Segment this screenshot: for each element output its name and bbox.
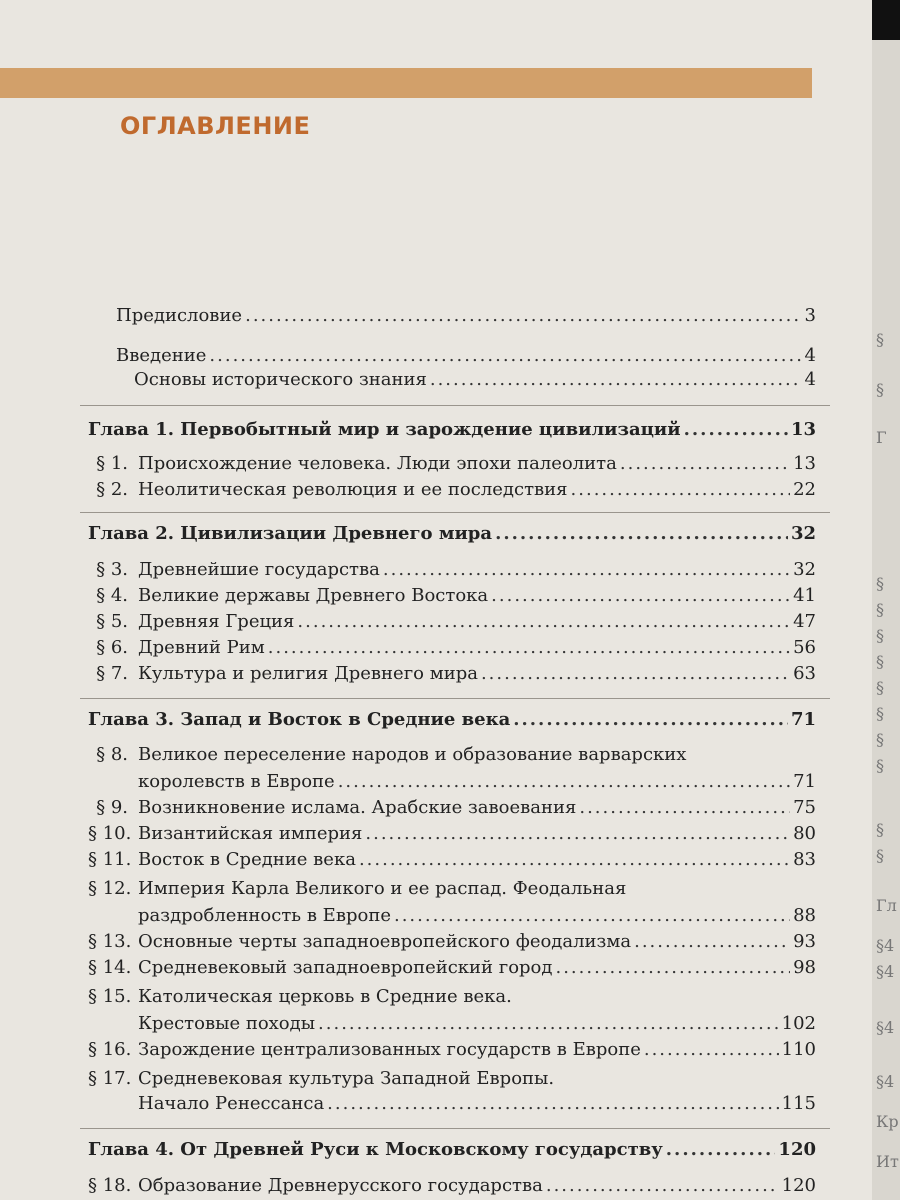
toc-section-16 [88,1038,816,1062]
leader-dots [620,452,790,476]
leader-dots [579,796,790,820]
adjacent-page-edge [872,0,900,1200]
divider [80,512,830,513]
toc-entry-intro [116,344,816,368]
leader-dots [209,344,801,368]
toc-page: 110 [781,1039,816,1060]
toc-page: 22 [793,479,816,500]
toc-page: 115 [781,1093,816,1114]
spine-mark: §4 [876,936,895,955]
toc-title: Древнейшие государства [138,559,380,580]
leader-dots [365,822,790,846]
toc-page: 32 [790,523,816,544]
section-number: § 11. [88,849,132,870]
toc-section-15 [138,1012,816,1036]
section-number: § 4. [96,585,128,606]
section-number: § 12. [88,878,132,899]
toc-section-17-line1 [88,1068,554,1089]
toc-section-12 [138,904,816,928]
toc-page: 98 [793,957,816,978]
leader-dots [644,1038,779,1062]
spine-mark: § [876,756,884,775]
toc-title: Образование Древнерусского государства [138,1175,543,1196]
toc-title: Великое переселение народов и образование варварских [138,744,687,765]
section-number: § 13. [88,931,132,952]
toc-section-3 [88,558,816,582]
spine-mark: § [876,730,884,749]
section-number: § 5. [96,611,128,632]
section-number: § 1. [96,453,128,474]
leader-dots [318,1012,779,1036]
toc-section-11 [88,848,816,872]
spine-mark: § [876,652,884,671]
toc-section-8-line1 [88,744,686,765]
section-number: § 7. [96,663,128,684]
spine-mark: Гл [876,896,897,915]
toc-title: Великие державы Древнего Востока [138,585,489,606]
leader-dots [634,930,790,954]
leader-dots [327,1092,778,1116]
toc-page: 56 [793,637,816,658]
toc-section-2 [88,478,816,502]
section-number: § 10. [88,823,132,844]
leader-dots [394,904,790,928]
leader-dots [666,1138,776,1162]
toc-section-8 [138,770,816,794]
toc-chapter-4 [88,1138,816,1162]
toc-title: Средневековый западноевропейский город [138,957,553,978]
toc-page: 4 [804,345,816,366]
toc-section-13 [88,930,816,954]
leader-dots [495,522,788,546]
toc-title: Глава 1. Первобытный мир и зарождение цивилизаций [88,419,681,440]
toc-title: Глава 3. Запад и Восток в Средние века [88,709,511,730]
spine-mark: Кр [876,1112,899,1131]
toc-title: Основные черты западноевропейского феодализма [138,931,632,952]
leader-dots [245,304,801,328]
spine-mark: § [876,678,884,697]
toc-page: 93 [793,931,816,952]
leader-dots [383,558,790,582]
page-shadow [872,0,900,40]
toc-chapter-3 [88,708,816,732]
toc-title: Культура и религия Древнего мира [138,663,478,684]
section-number: § 8. [96,744,128,765]
leader-dots [491,584,790,608]
toc-section-6 [88,636,816,660]
page-heading: ОГЛАВЛЕНИЕ [120,112,311,140]
leader-dots [481,662,790,686]
leader-dots [571,478,791,502]
toc-page: 102 [781,1013,816,1034]
toc-title: Глава 4. От Древней Руси к Московскому государству [88,1139,663,1160]
toc-title: Возникновение ислама. Арабские завоевания [138,797,577,818]
toc-title: Восток в Средние века [138,849,356,870]
toc-title: Католическая церковь в Средние века. [138,986,512,1007]
spine-mark: §4 [876,1018,895,1037]
section-number: § 14. [88,957,132,978]
section-number: § 9. [96,797,128,818]
section-number: § 17. [88,1068,132,1089]
toc-title: Византийская империя [138,823,363,844]
header-stripe [0,68,812,98]
toc-page: 3 [804,305,816,326]
toc-title: Средневековая культура Западной Европы. [138,1068,555,1089]
leader-dots [555,956,790,980]
toc-title: Крестовые походы [138,1013,316,1034]
spine-mark: §4 [876,962,895,981]
toc-title: Древняя Греция [138,611,295,632]
toc-page: 80 [793,823,816,844]
toc-title: раздробленность в Европе [138,905,391,926]
toc-page: 120 [781,1175,816,1196]
toc-title: Глава 2. Цивилизации Древнего мира [88,523,493,544]
spine-mark: § [876,330,884,349]
spine-mark: Г [876,428,887,447]
spine-mark: § [876,380,884,399]
toc-section-10 [88,822,816,846]
toc-title: Основы исторического знания [134,369,427,390]
toc-page: 13 [790,419,816,440]
toc-title: Неолитическая революция и ее последствия [138,479,568,500]
toc-chapter-1 [88,418,816,442]
toc-page: 63 [793,663,816,684]
spine-mark: § [876,574,884,593]
toc-section-9 [88,796,816,820]
leader-dots [338,770,790,794]
toc-page: 13 [793,453,816,474]
toc-page: 88 [793,905,816,926]
toc-page: 47 [793,611,816,632]
section-number: § 2. [96,479,128,500]
section-number: § 15. [88,986,132,1007]
toc-section-14 [88,956,816,980]
toc-title: Предисловие [116,305,243,326]
spine-mark: § [876,600,884,619]
section-number: § 6. [96,637,128,658]
leader-dots [359,848,790,872]
toc-page: 120 [778,1139,816,1160]
divider [80,1128,830,1129]
spine-mark: Ит [876,1152,899,1171]
leader-dots [684,418,788,442]
toc-page: 32 [793,559,816,580]
toc-section-4 [88,584,816,608]
toc-page: 83 [793,849,816,870]
toc-title: Происхождение человека. Люди эпохи палеолита [138,453,617,474]
toc-section-12-line1 [88,878,626,899]
toc-page: 41 [793,585,816,606]
section-number: § 16. [88,1039,132,1060]
section-number: § 18. [88,1175,132,1196]
toc-title: Империя Карла Великого и ее распад. Феодальная [138,878,627,899]
leader-dots [430,368,802,392]
divider [80,405,830,406]
toc-section-15-line1 [88,986,512,1007]
toc-title: Древний Рим [138,637,265,658]
divider [80,698,830,699]
spine-mark: § [876,820,884,839]
leader-dots [513,708,788,732]
toc-chapter-2 [88,522,816,546]
toc-title: Начало Ренессанса [138,1093,325,1114]
toc-section-7 [88,662,816,686]
toc-entry-intro-sub [134,368,816,392]
toc-title: королевств в Европе [138,771,335,792]
toc-page: 75 [793,797,816,818]
toc-title: Зарождение централизованных государств в Европе [138,1039,641,1060]
toc-section-5 [88,610,816,634]
toc-section-18 [88,1174,816,1198]
section-number: § 3. [96,559,128,580]
toc-title: Введение [116,345,207,366]
toc-page: 71 [790,709,816,730]
toc-page: 71 [793,771,816,792]
spine-mark: §4 [876,1072,895,1091]
spine-mark: § [876,626,884,645]
spine-mark: § [876,846,884,865]
leader-dots [297,610,790,634]
toc-page: 4 [804,369,816,390]
toc-entry-preface [116,304,816,328]
toc-section-17 [138,1092,816,1116]
leader-dots [268,636,790,660]
spine-mark: § [876,704,884,723]
leader-dots [546,1174,779,1198]
toc-section-1 [88,452,816,476]
